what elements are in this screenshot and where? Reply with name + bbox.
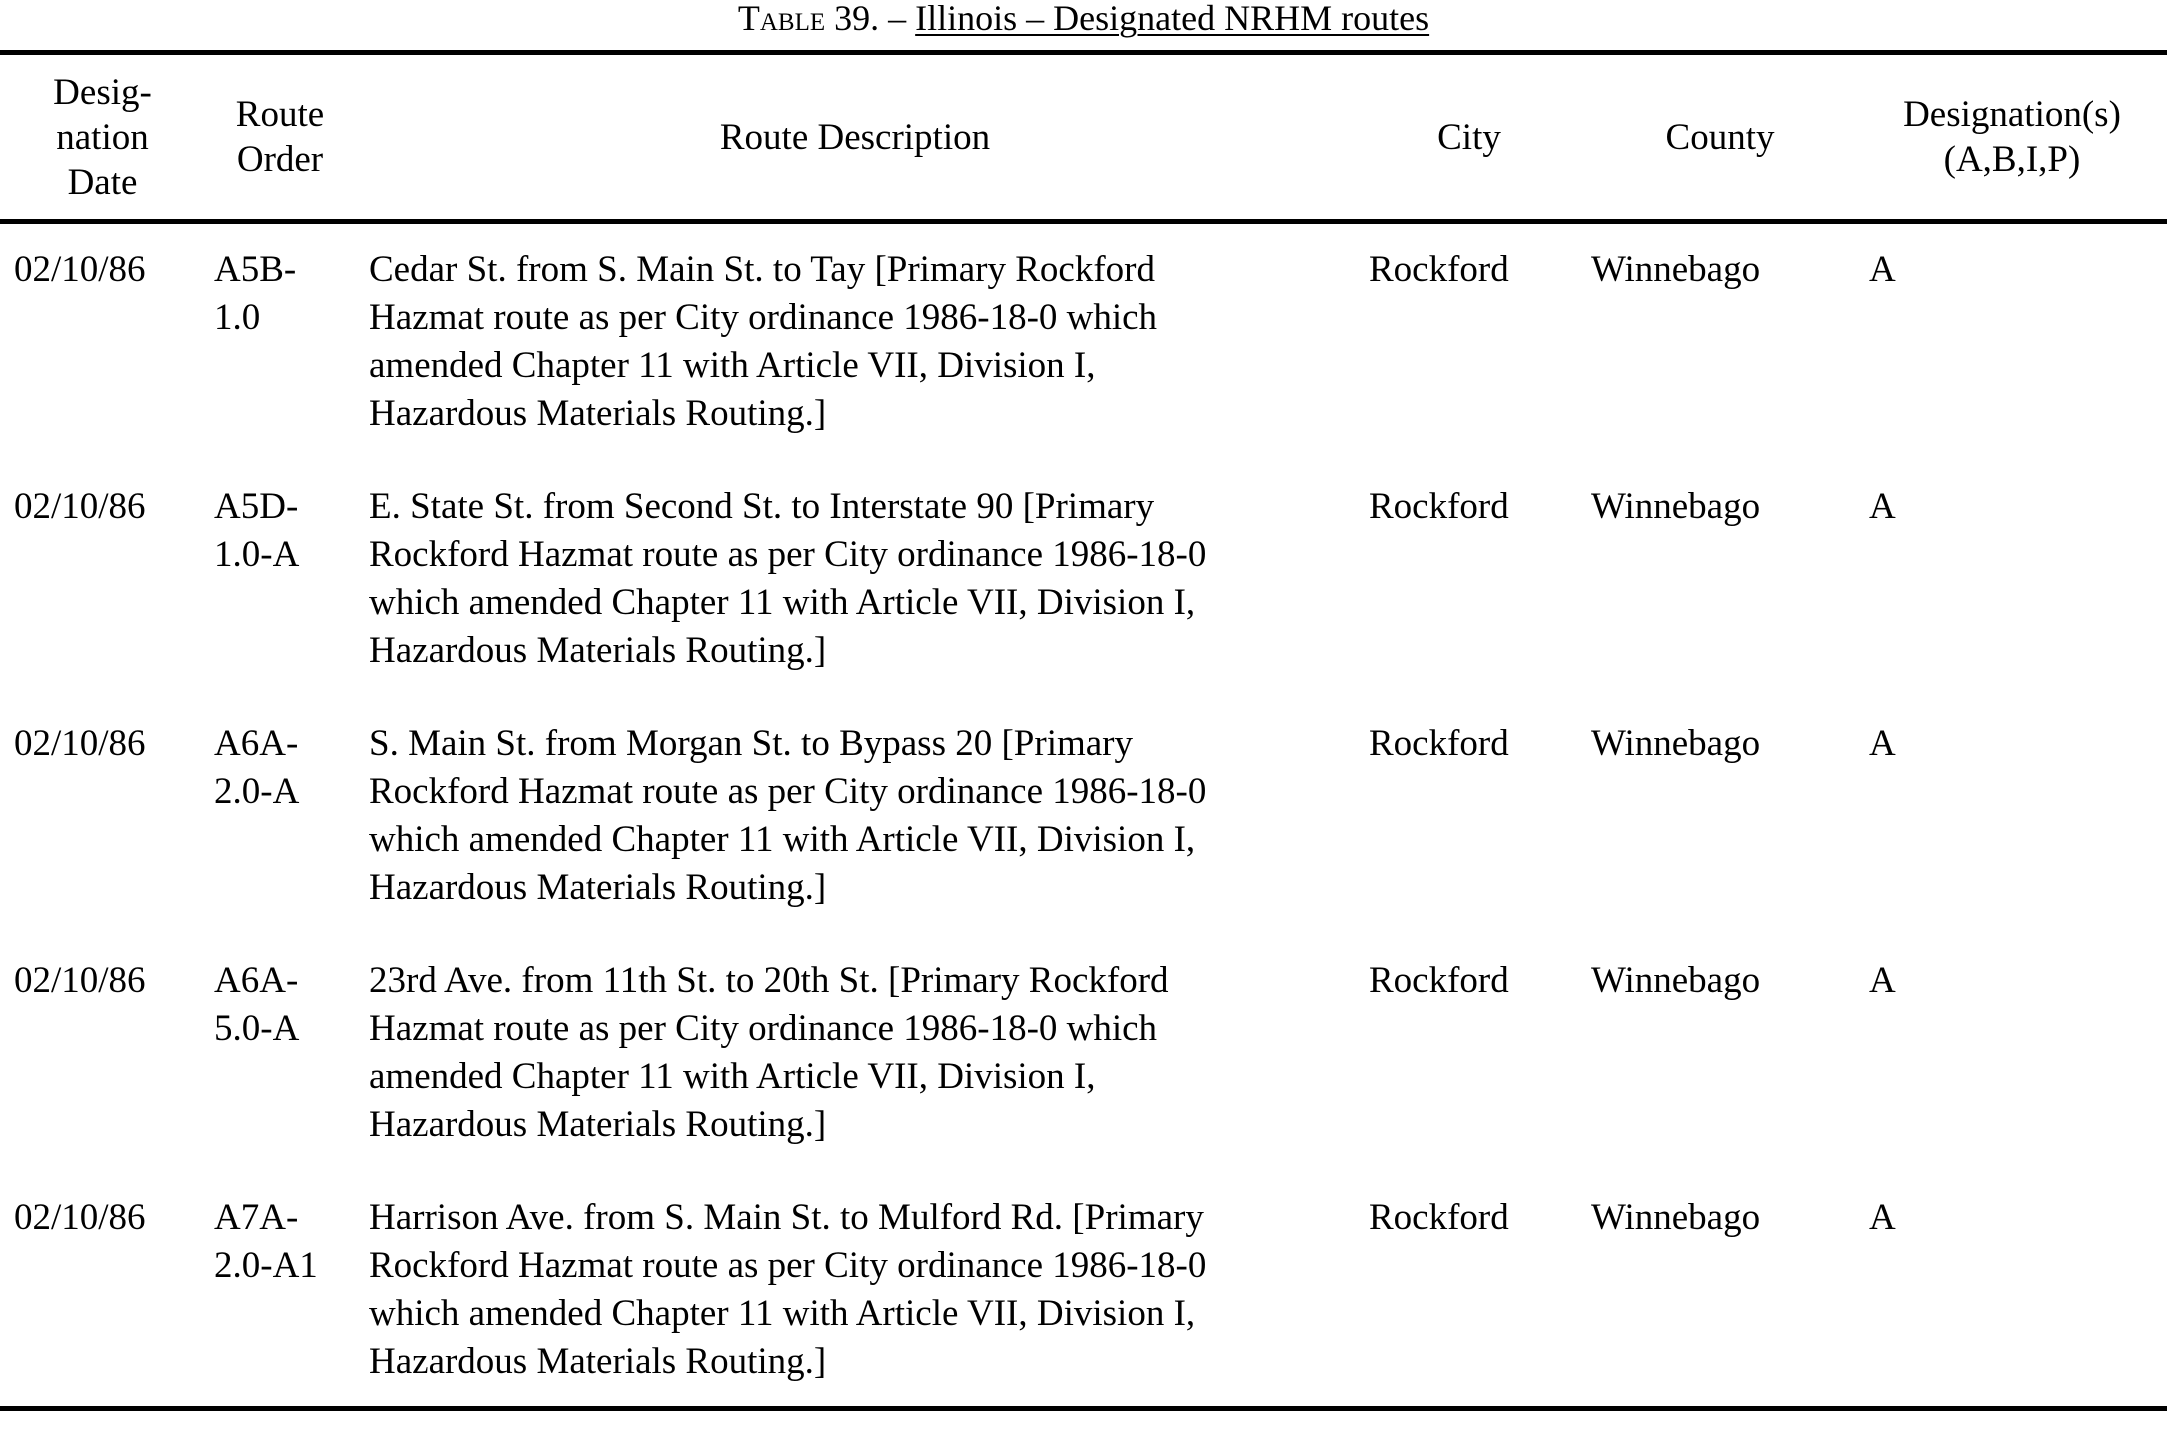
date-cell: 02/10/86 (14, 486, 146, 527)
header-city: City (1437, 116, 1501, 158)
city-cell: Rockford (1369, 723, 1509, 764)
designation-cell: A (1869, 249, 1896, 290)
route-description-cell: S. Main St. from Morgan St. to Bypass 20 [Primary Rockford Hazmat route as per City ordinance 1986-18-0 which amended Chapter 11 with Article VII, Division I, Hazardous Materials Routing.] (369, 723, 1207, 908)
header-rule (0, 219, 2167, 224)
table-row (0, 957, 2167, 1194)
date-cell: 02/10/86 (14, 1197, 146, 1238)
date-cell: 02/10/86 (14, 723, 146, 764)
bottom-rule (0, 1406, 2167, 1411)
county-cell: Winnebago (1591, 723, 1761, 764)
header-route-description: Route Description (719, 116, 991, 158)
city-cell: Rockford (1369, 960, 1509, 1001)
designation-cell: A (1869, 1197, 1896, 1238)
city-cell: Rockford (1369, 1197, 1509, 1238)
route-description-cell: Cedar St. from S. Main St. to Tay [Primary Rockford Hazmat route as per City ordinance 1986-18-0 which amended Chapter 11 with Article VII, Division I, Hazardous Materials Routing.] (369, 249, 1158, 434)
county-cell: Winnebago (1591, 486, 1761, 527)
table-row (0, 483, 2167, 720)
table-row (0, 1194, 2167, 1431)
designation-cell: A (1869, 960, 1896, 1001)
table-number: Table 39. – (737, 0, 916, 38)
county-cell: Winnebago (1591, 1197, 1761, 1238)
top-rule (0, 50, 2167, 55)
date-cell: 02/10/86 (14, 960, 146, 1001)
table-row (0, 246, 2167, 483)
table-row (0, 720, 2167, 957)
header-route-order: Route Order (235, 94, 325, 180)
route-order-cell: A6A- 2.0-A (214, 723, 300, 812)
route-order-cell: A5B- 1.0 (214, 249, 297, 338)
header-designations: Designation(s) (A,B,I,P) (1903, 94, 2121, 180)
route-description-cell: 23rd Ave. from 11th St. to 20th St. [Primary Rockford Hazmat route as per City ordinance 1986-18-0 which amended Chapter 11 with Article VII, Division I, Hazardous Materials Routing.] (369, 960, 1169, 1145)
header-designation-date: Desig- nation Date (53, 71, 152, 203)
designation-cell: A (1869, 723, 1896, 764)
route-order-cell: A6A- 5.0-A (214, 960, 300, 1049)
county-cell: Winnebago (1591, 249, 1761, 290)
date-cell: 02/10/86 (14, 249, 146, 290)
county-cell: Winnebago (1591, 960, 1761, 1001)
route-order-cell: A5D- 1.0-A (214, 486, 300, 575)
route-description-cell: E. State St. from Second St. to Interstate 90 [Primary Rockford Hazmat route as per City ordinance 1986-18-0 which amended Chapter 11 with Article VII, Division I, Hazardous Materials Routing.] (369, 486, 1207, 671)
route-description-cell: Harrison Ave. from S. Main St. to Mulford Rd. [Primary Rockford Hazmat route as per City ordinance 1986-18-0 which amended Chapter 11 with Article VII, Division I, Hazardous Materials Routing.] (369, 1197, 1207, 1382)
city-cell: Rockford (1369, 249, 1509, 290)
header-county: County (1665, 116, 1775, 158)
route-order-cell: A7A- 2.0-A1 (214, 1197, 318, 1286)
designation-cell: A (1869, 486, 1896, 527)
table-caption (0, 0, 2167, 46)
city-cell: Rockford (1369, 486, 1509, 527)
table-title: Illinois – Designated NRHM routes (915, 0, 1430, 38)
